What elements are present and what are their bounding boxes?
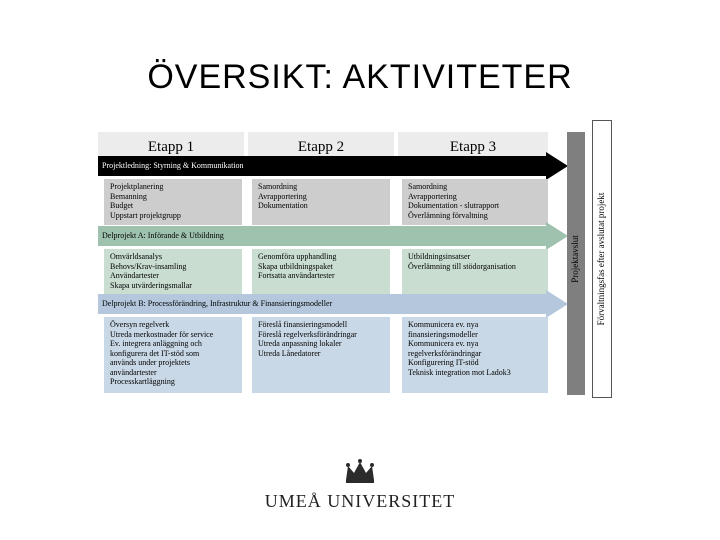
cell-delprojekt-b-etapp2: [252, 317, 390, 393]
cell-projektledning-etapp2: [252, 179, 390, 225]
cell-line: Användartester: [110, 271, 159, 280]
arrow-head: [546, 290, 568, 318]
cell-line: användartester: [110, 367, 157, 377]
cell-line: Dokumentation: [258, 201, 308, 210]
cell-line: Teknisk integration mot Ladok3: [408, 367, 511, 377]
cell-line: Utreda anpassning lokaler: [258, 339, 342, 348]
arrow-projektledning: [98, 156, 568, 176]
cell-delprojekt-a-etapp3: [402, 249, 548, 295]
cell-line: Ev. integrera anläggning och: [110, 339, 202, 348]
cell-line: Omvärldsanalys: [110, 252, 162, 261]
arrow-delprojekt-a: [98, 226, 568, 246]
cell-line: finansieringsmodeller: [408, 329, 478, 339]
cell-line: Behovs/Krav-insamling: [110, 261, 187, 271]
cell-line: Samordning: [408, 182, 448, 191]
cell-line: regelverksförändringar: [408, 348, 482, 358]
cell-line: Genomföra upphandling: [258, 252, 337, 261]
university-logo-text: UMEÅ UNIVERSITET: [264, 491, 456, 511]
cell-line: Kommunicera ev. nya: [408, 339, 479, 348]
arrow-head: [546, 222, 568, 250]
cell-line: Utbildningsinsatser: [408, 252, 471, 261]
page-title: ÖVERSIKT: AKTIVITETER: [147, 58, 573, 96]
cell-projektledning-etapp3: [402, 179, 548, 225]
arrow-label: Delprojekt A: Införande & Utbildning: [102, 231, 224, 240]
cell-line: Avrapportering: [408, 191, 457, 201]
cell-line: Processkartläggning: [110, 377, 175, 386]
cell-line: Utreda Lånedatorer: [258, 348, 321, 358]
cell-projektledning-etapp1: [104, 179, 242, 225]
cell-line: Föreslå finansieringsmodell: [258, 320, 348, 329]
cell-delprojekt-a-etapp2: [252, 249, 390, 295]
cell-line: konfigurera det IT-stöd som: [110, 348, 200, 358]
cell-line: Konfigurering IT-stöd: [408, 358, 479, 367]
stage-label: Etapp 1: [147, 138, 195, 155]
cell-delprojekt-b-etapp3: [402, 317, 548, 393]
cell-line: Projektplanering: [110, 182, 164, 191]
arrow-label: Projektledning: Styrning & Kommunikation: [102, 161, 244, 170]
arrow-head: [546, 152, 568, 180]
cell-line: Fortsatta användartester: [258, 271, 335, 280]
cell-line: Dokumentation - slutrapport: [408, 201, 500, 210]
cell-line: Avrapportering: [258, 191, 307, 201]
projektavslut-label: Projektavslut: [570, 235, 580, 283]
cell-line: Utreda merkostnader för service: [110, 329, 214, 339]
stage-label: Etapp 3: [449, 138, 497, 155]
arrow-delprojekt-b: [98, 294, 568, 314]
cell-line: Bemanning: [110, 191, 147, 201]
stage-label: Etapp 2: [297, 138, 345, 155]
cell-line: används under projektets: [110, 358, 190, 367]
cell-delprojekt-a-etapp1: [104, 249, 242, 295]
cell-line: Uppstart projektgrupp: [110, 210, 181, 220]
cell-line: Skapa utbildningspaket: [258, 261, 333, 271]
crown-logo-icon: [343, 458, 377, 484]
cell-line: Föreslå regelverksförändringar: [258, 329, 357, 339]
cell-delprojekt-b-etapp1: [104, 317, 242, 393]
cell-line: Skapa utvärderingsmallar: [110, 280, 192, 290]
cell-line: Överlämning till stödorganisation: [408, 261, 516, 271]
cell-line: Översyn regelverk: [110, 320, 170, 329]
cell-line: Kommunicera ev. nya: [408, 320, 479, 329]
cell-line: Budget: [110, 201, 134, 210]
forvaltning-label: Förvaltningsfas efter avslutat projekt: [596, 192, 606, 326]
cell-line: Samordning: [258, 182, 298, 191]
cell-line: Överlämning förvaltning: [408, 210, 488, 220]
arrow-label: Delprojekt B: Processförändring, Infrastruktur & Finansieringsmodeller: [102, 299, 333, 308]
